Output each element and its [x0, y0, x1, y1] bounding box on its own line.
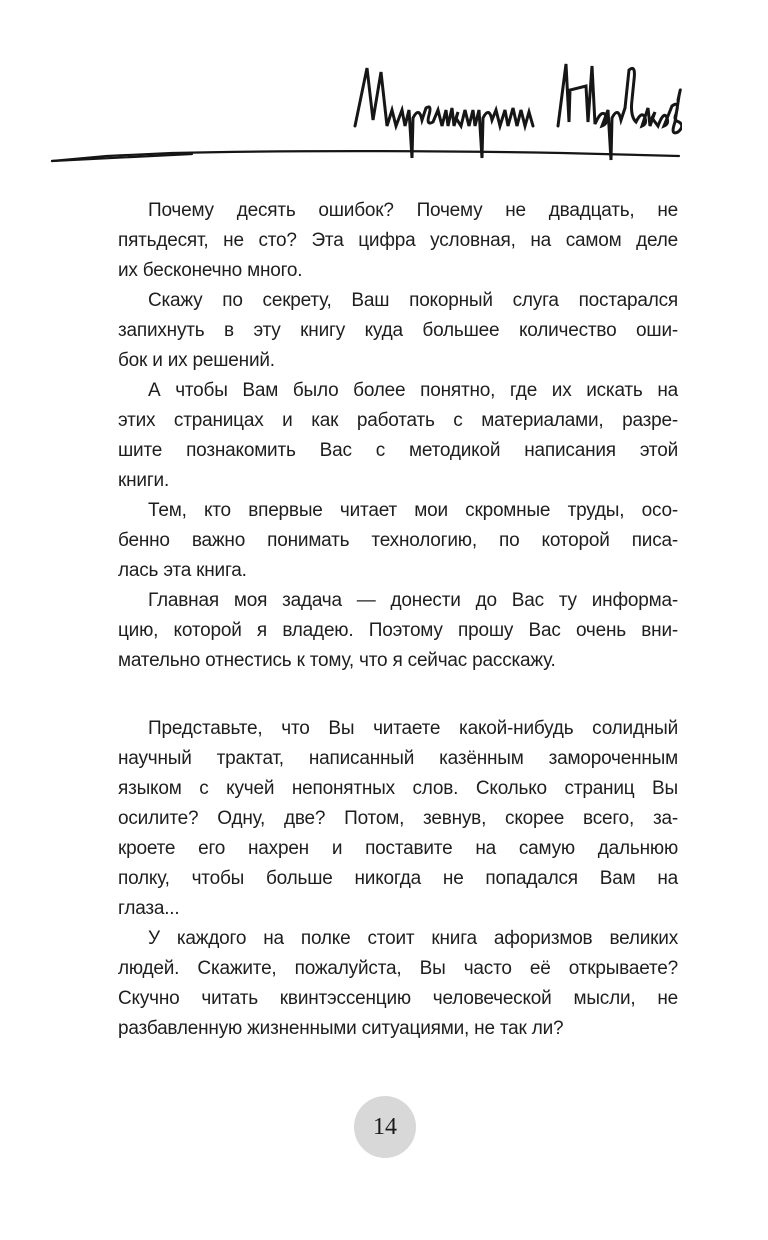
text-line: пятьдесят, не сто? Эта цифра условная, на самом деле — [118, 230, 678, 251]
text-line: А чтобы Вам было более понятно, где их искать на — [148, 380, 678, 401]
text-line: глаза... — [118, 898, 180, 919]
text-line: кроете его нахрен и поставите на самую дальнюю — [118, 838, 678, 859]
text-line: разбавленную жизненными ситуациями, не так ли? — [118, 1018, 564, 1039]
page-number-badge — [354, 1096, 416, 1158]
text-line: цию, которой я владею. Поэтому прошу Вас очень вни- — [118, 620, 678, 641]
text-line: научный трактат, написанный казённым замороченным — [118, 748, 678, 769]
text-line: Почему десять ошибок? Почему не двадцать, не — [148, 200, 678, 221]
text-line: этих страницах и как работать с материалами, разре- — [118, 410, 678, 431]
text-line: запихнуть в эту книгу куда большее количество оши- — [118, 320, 678, 341]
text-line: языком с кучей непонятных слов. Сколько страниц Вы — [118, 778, 678, 799]
paragraph — [118, 924, 678, 1044]
paragraph — [118, 196, 678, 286]
text-line: людей. Скажите, пожалуйста, Вы часто её открываете? — [118, 958, 678, 979]
page-number: 14 — [373, 1113, 397, 1140]
text-line: книги. — [118, 470, 170, 491]
text-line: их бесконечно много. — [118, 260, 303, 281]
text-line: Главная моя задача — донести до Вас ту информа- — [148, 590, 678, 611]
text-line: У каждого на полке стоит книга афоризмов великих — [148, 928, 678, 949]
text-line: Представьте, что Вы читаете какой-нибудь солидный — [148, 718, 678, 739]
text-line: Тем, кто впервые читает мои скромные труды, осо- — [148, 500, 678, 521]
signature-underline — [42, 138, 692, 168]
text-line: Скажу по секрету, Ваш покорный слуга постарался — [148, 290, 678, 311]
paragraph — [118, 376, 678, 496]
body-text — [118, 196, 678, 1044]
text-line: лась эта книга. — [118, 560, 247, 581]
text-line: шите познакомить Вас с методикой написания этой — [118, 440, 678, 461]
paragraph — [118, 586, 678, 676]
text-line: полку, чтобы больше никогда не попадался Вам на — [118, 868, 678, 889]
text-line: Скучно читать квинтэссенцию человеческой мысли, не — [118, 988, 678, 1009]
text-line: бенно важно понимать технологию, по которой писа- — [118, 530, 678, 551]
paragraph — [118, 496, 678, 586]
paragraph — [118, 286, 678, 376]
text-line: осилите? Одну, две? Потом, зевнув, скорее всего, за- — [118, 808, 678, 829]
paragraph-gap — [118, 676, 678, 714]
paragraph — [118, 714, 678, 924]
text-line: мательно отнестись к тому, что я сейчас расскажу. — [118, 650, 556, 671]
text-line: бок и их решений. — [118, 350, 275, 371]
